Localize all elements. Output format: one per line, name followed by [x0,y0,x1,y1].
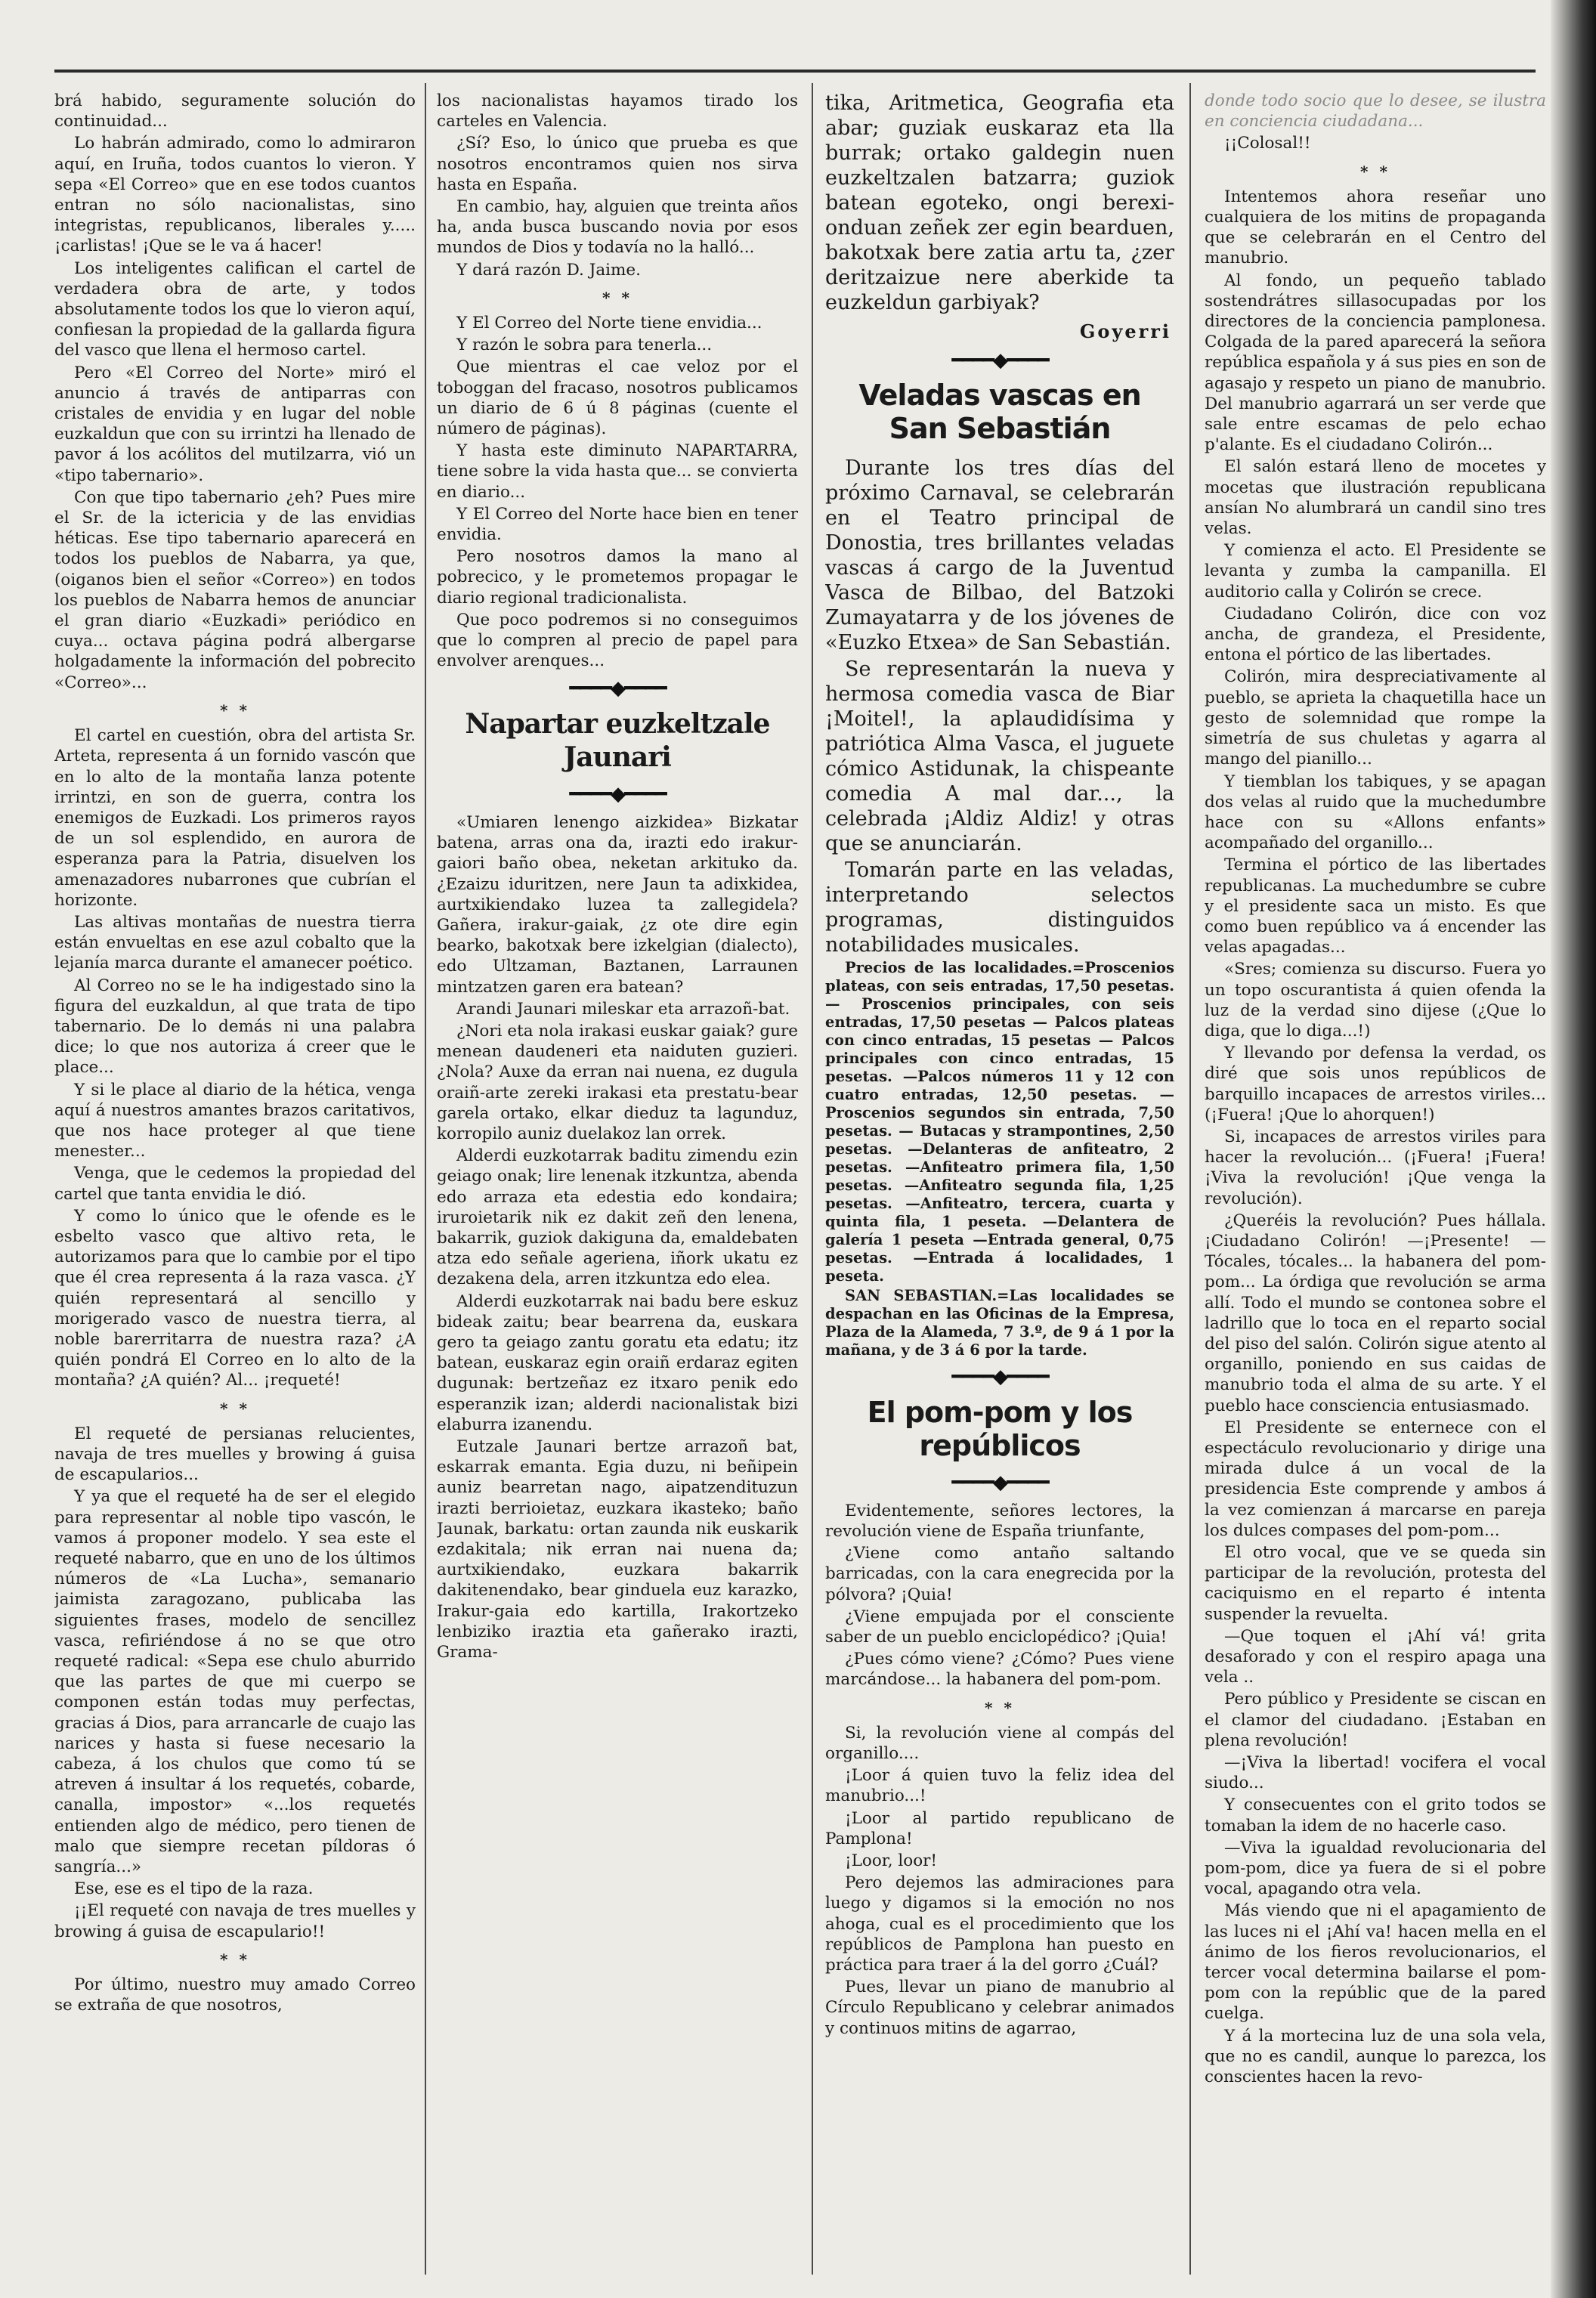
paragraph: El requeté de persianas relucientes, navaja de tres muelles y browing á guisa de escapularios... [54,1424,416,1485]
paragraph: Con que tipo tabernario ¿eh? Pues mire el Sr. de la ictericia y de las envidias héticas. Ese tipo tabernario aparecerá en todos los pueblos de Nabarra, ya que, (oiganos bien el señor «Correo») en todos los pueblos de Nabarra hemos de anunciar el gran diario «Euzkadi» periódico en cuya... octava página podrá albergarse holgadamente la información del pobrecito «Correo»... [54,487,416,692]
paragraph: Y llevando por defensa la verdad, os diré que sois unos repúblicos de barquillo incapaces de arrestos viriles... (¡Fuera! ¡Que lo ahorquen!) [1205,1044,1546,1124]
paragraph: tika, Aritmetica, Geografia eta abar; guziak euskaraz eta lla burrak; ortako galdegin nuen euzkeltzalen batzarra; guziok batean egoteko, ongi berexi-onduan zeñek zer egin bearduen, bakotxak bere zatia artu ta, ¿zer deritzaizue nere aberkide ta euzkeldun garbiyak? [825,91,1174,314]
paragraph: Termina el pórtico de las libertades republicanas. La muchedumbre se cubre y el presidente saca un misto. Es que como buen repúblico va á encender las velas apagadas... [1205,855,1546,957]
paragraph: Ese, ese es el tipo de la raza. [74,1879,314,1899]
paragraph: ¿Sí? Eso, lo único que prueba es que nosotros encontramos quien nos sirva hasta en España. [437,134,798,194]
section-separator: * * [985,1698,1015,1717]
paragraph: El salón estará lleno de mocetes y mocetas que ilustración republicana ansían No alumbrará un candil sino tres velas. [1205,457,1546,539]
paragraph: Ciudadano Colirón, dice con voz ancha, de grandeza, el Presidente, entona el pórtico de las libertades. [1205,604,1546,665]
paragraph: En cambio, hay, alguien que treinta años ha, anda busca buscando novia por esos mundos de Dios y todavía no la halló... [437,197,798,258]
paragraph: Al Correo no se le ha indigestado sino la figura del euzkaldun, al que trata de tipo tabernario. De lo demás ni una palabra dice; lo que nos autoriza á creer que le place... [54,976,416,1078]
article-signature: Goyerri [1079,320,1171,342]
paragraph: los nacionalistas hayamos tirado los carteles en Valencia. [437,91,798,131]
paragraph: Si, la revolución viene al compás del organillo.... [825,1723,1174,1764]
paragraph: «Sres; comienza su discurso. Fuera yo un topo oscurantista á quien ofenda la luz de la verdad sino dijese (¿Que lo diga, que lo diga...!) [1205,960,1546,1041]
paragraph: Y El Correo del Norte hace bien en tener envidia. [437,504,798,545]
paragraph: brá habido, seguramente solución do continuidad... [54,91,416,131]
paragraph: ¡Loor al partido republicano de Pamplona! [825,1808,1174,1848]
paragraph: Eutzale Jaunari bertze arrazoñ bat, eskarrak emanta. Egia duzu, ni beñipein auniz bearretan nago, aipatzendituzun irazti berrioietaz, euzkara ikasteko; baño Jaunak, barkatu: ortan zaunda nik euskarik ezdakitala; nik erran nai nuena da; aurtxikiendako, euzkara bakarrik dakitenendako, bear ginduela euz karazko, Irakur-gaia edo kartilla, Irakortzeko lenbiziko iraztia eta gañerako irazti, Grama- [437,1437,798,1662]
paragraph: Colirón, mira despreciativamente al pueblo, se aprieta la chaquetilla hace un gesto de solemnidad que rompe la simetría de sus chuletas y agarra al mango del pianillo... [1205,667,1546,769]
paragraph: ¡Loor, loor! [845,1851,938,1871]
paragraph: Que mientras el cae veloz por el toboggan del fracaso, nosotros publicamos un diario de 6 ú 8 páginas (cuente el número de páginas). [437,357,798,439]
paragraph: Los inteligentes califican el cartel de verdadera obra de arte, y todos absolutamente todos los que lo vieron aquí, confiesan la propiedad de la gallarda figura del vasco que llena el hermoso cartel. [54,258,416,360]
paragraph: Y ya que el requeté ha de ser el elegido para representar al noble tipo vascón, le vamos á proponer modelo. Y sea este el requeté nabarro, que en uno de los últimos números de «La Lucha», semanario jaimista zaragozano, publicaba las siguientes frases, modelo de sencillez vasca, refiriéndose á no se que otro requeté radical: «Sepa ese chulo aburrido que las partes de que mi cuerpo se componen están todas muy perfectas, gracias á Dios, para arrancarle de cuajo las narices y hasta si fuese necesario la cabeza, á los chulos que como tú se atreven á insultar á los requetés, cobarde, canalla, impostor» «...los requetés entienden algo de médico, pero tienen de malo que siempre recetan píldoras ó sangría...» [54,1487,416,1877]
paragraph: ¡Loor á quien tuvo la feliz idea del manubrio...! [825,1766,1174,1806]
paragraph: Precios de las localidades.=Proscenios plateas, con seis entradas, 17,50 pesetas. — Proscenios principales, con seis entradas, 17,50 pesetas — Palcos plateas con cinco entradas, 15 pesetas — Palcos principales con cinco entradas, 15 pesetas. —Palcos números 11 y 12 con cuatro entradas, 12,50 pesetas. —Proscenios segundos sin entrada, 7,50 pesetas. — Butacas y strampontines, 2,50 pesetas. —Delanteras de anfiteatro, 2 pesetas. —Anfiteatro primera fila, 1,50 pesetas. —Anfiteatro segunda fila, 1,25 pesetas. —Anfiteatro, tercera, cuarta y quinta fila, 1 peseta. —Delantera de galería 1 peseta —Entrada general, 0,75 pesetas. —Entrada á localidades, 1 peseta. [825,959,1174,1285]
top-rule [54,70,1536,73]
paragraph: Alderdi euzkotarrak nai badu bere eskuz bideak zaitu; bear bearrena da, euskara gero ta geiago zantu goratu eta edatu; itz batean, euskaraz egin oraiñ erdaraz egiten dugunak: bertzeñaz ez itxaro penik edo esperanzik izan; alderdi nacionalistak bizi elaburra izanendu. [437,1291,798,1434]
paragraph: ¡¡Colosal!! [1224,134,1311,153]
ornament-divider: ━━━━◆━━━━ [569,677,666,701]
article-headline: Napartar euzkeltzale Jaunari [465,707,770,773]
ornament-divider: ━━━━◆━━━━ [951,349,1048,373]
paragraph: Pero nosotros damos la mano al pobrecico, y le prometemos propagar le diario regional tradicionalista. [437,547,798,608]
paragraph: Pues, llevar un piano de manubrio al Círculo Republicano y celebrar animados y continuos mitins de agarrao, [825,1978,1174,2038]
section-separator: * * [220,1399,250,1418]
paragraph: Más viendo que ni el apagamiento de las luces ni el ¡Ahí va! hacen mella en el ánimo de los fieros revolucionarios, el tercer vocal determina bailarse el pom-pom con la repúblic que de la pared cuelga. [1205,1901,1546,2024]
paragraph: ¿Viene como antaño saltando barricadas, con la cara enegrecida por la pólvora? ¡Quia! [825,1544,1174,1604]
paragraph: Arandi Jaunari mileskar eta arrazoñ-bat. [456,999,790,1019]
column-rule [1189,83,1191,2275]
paragraph: Tomarán parte en las veladas, interpretando selectos programas, distinguidos notabilidades musicales. [825,858,1174,957]
paragraph: El Presidente se enternece con el espectáculo revolucionario y dirige una mirada dulce á un vocal de la presidencia Este comprende y ambos á la vez comienzan á marcarse en pareja los dulces compases del pom-pom... [1205,1418,1546,1540]
ornament-divider: ━━━━◆━━━━ [951,1471,1048,1494]
paragraph: Y dará razón D. Jaime. [456,260,641,280]
ornament-divider: ━━━━◆━━━━ [569,782,666,806]
paragraph: SAN SEBASTIAN.=Las localidades se despachan en las Oficinas de la Empresa, Plaza de la Alameda, 7 3.º, de 9 á 1 por la mañana, y de 3 á 6 por la tarde. [825,1287,1174,1359]
paragraph: Venga, que le cedemos la propiedad del cartel que tanta envidia le dió. [54,1164,416,1204]
paragraph: Evidentemente, señores lectores, la revolución viene de España triunfante, [825,1501,1174,1542]
paragraph: Intentemos ahora reseñar uno cualquiera de los mitins de propaganda que se celebrarán en el Centro del manubrio. [1205,187,1546,268]
column-3 [825,91,1174,2275]
page-edge-shadow [1551,0,1596,2298]
paragraph: Si, incapaces de arrestos viriles para hacer la revolución... (¡Fuera! ¡Fuera! ¡Viva la revolución! ¡Que venga la revolución). [1205,1127,1546,1208]
paragraph: Alderdi euzkotarrak baditu zimendu ezin geiago onak; lire lenenak itzkuntza, abenda edo arraza eta edestia edo kondaira; iruroietarik nik ez dakit zeñ den lenena, bakarrik, guziok dakiguna da, emaldebaten atza edo señale ageriena, iñork ukatu ez dezakena dela, arren itzkuntza edo elea. [437,1146,798,1289]
paragraph: Y á la mortecina luz de una sola vela, que no es candil, aunque lo parezca, los conscientes hacen la revo- [1205,2026,1546,2087]
section-separator: * * [220,1950,250,1969]
column-rule [812,83,813,2275]
paragraph: Durante los tres días del próximo Carnaval, se celebrarán en el Teatro principal de Donostia, tres brillantes veladas vascas á cargo de la Juventud Vasca de Bilbao, del Batzoki Zumayatarra y de los jóvenes de «Euzko Etxea» de San Sebastián. [825,456,1174,655]
paragraph: Pero «El Correo del Norte» miró el anuncio á través de antiparras con cristales de envidia y en lugar del noble euzkaldun que con su irrintzi ha llenado de pavor á los acólitos del mutilzarra, vió un «tipo tabernario». [54,363,416,485]
article-headline: El pom-pom y los repúblicos [867,1395,1133,1462]
paragraph: Y El Correo del Norte tiene envidia... [456,314,762,333]
paragraph: Y comienza el acto. El Presidente se levanta y zumba la campanilla. El auditorio calla y Colirón se crece. [1205,541,1546,602]
paragraph: Y razón le sobra para tenerla... [456,336,713,355]
paragraph: ¿Nori eta nola irakasi euskar gaiak? gure menean daudeneri eta naiduten guzieri. ¿Nola? Auxe da erran nai nuena, ez dugula oraiñ-arte zereki irakasi eta prestatu-bear garela ortako, elkar dieduz ta lagunduz, korropilo auniz duelakoz lan orrek. [437,1021,798,1143]
paragraph: Y hasta este diminuto NAPARTARRA, tiene sobre la vida hasta que... se convierta en diario... [437,441,798,502]
paragraph: Pero público y Presidente se ciscan en el clamor del ciudadano. ¡Estaban en plena revolución! [1205,1690,1546,1750]
paragraph: Lo habrán admirado, como lo admiraron aquí, en Iruña, todos cuantos lo vieron. Y sepa «El Correo» que en ese todos cuantos entran no sólo nacionalistas, sino integristas, republicanos, liberales y..... ¡carlistas! ¡Que se le va á hacer! [54,134,416,256]
paragraph: —¡Viva la libertad! vocifera el vocal siudo... [1205,1753,1546,1793]
paragraph: donde todo socio que lo desee, se ilustra en conciencia ciudadana... [1205,91,1546,131]
section-separator: * * [1360,162,1390,181]
column-1 [54,91,416,2275]
paragraph: —Que toquen el ¡Ahí vá! grita desaforado y con el respiro apaga una vela .. [1205,1626,1546,1687]
paragraph: ¡¡El requeté con navaja de tres muelles y browing á guisa de escapulario!! [54,1901,416,1941]
column-2 [437,91,798,2275]
paragraph: Que poco podremos si no conseguimos que lo compren al precio de papel para envolver arenques... [437,610,798,671]
paragraph: Y tiemblan los tabiques, y se apagan dos velas al ruido que la muchedumbre hace con su «Allons enfants» acompañado del organillo... [1205,772,1546,853]
section-separator: * * [602,288,633,307]
paragraph: Y como lo único que le ofende es le esbelto vasco que altivo reta, le autorizamos para que lo cambie por el tipo que él crea representa á la raza vasca. ¿Y quién representará al sencillo y morigerado vasco de nuestra tierra, al noble barerritarra de nuestra raza? ¿A quién pondrá El Correo en lo alto de la montaña? ¿A quién? Al... ¡requeté! [54,1206,416,1390]
paragraph: «Umiaren lenengo aizkidea» Bizkatar batena, arras ona da, irazti edo irakur-gaiori baño obea, neketan arkituko da. ¿Ezaizu iduritzen, nere Jaun ta adixkidea, aurtxikiendako luzea ta zallegidela? Gañera, irakur-gaiak, ¿z ote dire egin bearko, bakotxak bere izkelgian (dialecto), edo Ultzaman, Baztanen, Larraunen mintzatzen garen era batean? [437,812,798,997]
paragraph: ¿Pues cómo viene? ¿Cómo? Pues viene marcándose... la habanera del pom-pom. [825,1650,1174,1690]
column-rule [425,83,426,2275]
column-4 [1205,91,1546,2275]
paragraph: Pero dejemos las admiraciones para luego y digamos si la emoción no nos ahoga, cual es el procedimiento que los repúblicos de Pamplona han puesto en práctica para traer á la del gorro ¿Cuál? [825,1873,1174,1975]
paragraph: ¿Viene empujada por el consciente saber de un pueblo enciclopédico? ¡Quia! [825,1607,1174,1647]
paragraph: El cartel en cuestión, obra del artista Sr. Arteta, representa á un fornido vascón que en lo alto de la montaña lanza potente irrintzi, en son de guerra, contra los enemigos de Euzkadi. Los primeros rayos de un sol esplendido, en aurora de esperanza para la Patria, disuelven los amenazadores nubarrones que cubrían el horizonte. [54,726,416,910]
article-headline: Veladas vascas en San Sebastián [858,379,1141,446]
paragraph: Y si le place al diario de la hética, venga aquí á nuestros amantes brazos caritativos, que nos hace proteger al que tiene menester... [54,1080,416,1161]
paragraph: Al fondo, un pequeño tablado sostendrátres sillasocupadas por los directores de la conciencia pamplonesa. Colgada de la pared aparecerá la señora república española y á sus pies en son de agasajo y respeto un piano de manubrio. Del manubrio agarrará un ser verde que sale entre escamas de pelo echao p'alante. Es el ciudadano Colirón... [1205,271,1546,455]
paragraph: ¿Queréis la revolución? Pues hállala. ¡Ciudadano Colirón! —¡Presente! —Tócales, tócales... la habanera del pom-pom... La órdiga que revolución se arma allí. Todo el mundo se contonea sobre el ladrillo que lo toca en el reparto social del piso del salón. Colirón sigue atento al organillo, poniendo en sus caidas de manubrio toda el alma de su arte. Y el pueblo hace consciencia entusiasmado. [1205,1211,1546,1415]
paragraph: Por último, nuestro muy amado Correo se extraña de que nosotros, [54,1975,416,2015]
paragraph: Y consecuentes con el grito todos se tomaban la idem de no hacerle caso. [1205,1795,1546,1836]
paragraph: Se representarán la nueva y hermosa comedia vasca de Biar ¡Moitel!, la aplaudidísima y patriótica Alma Vasca, el juguete cómico Astidunak, la chispeante comedia A mal dar..., la celebrada ¡Aldiz Aldiz! y otras que se anunciarán. [825,657,1174,856]
paragraph: —Viva la igualdad revolucionaria del pom-pom, dice ya fuera de si el pobre vocal, apagando otra vela. [1205,1838,1546,1899]
section-separator: * * [220,701,250,719]
paragraph: Las altivas montañas de nuestra tierra están envueltas en ese azul cobalto que la lejanía marca durante el amanecer poético. [54,912,416,973]
ornament-divider: ━━━━◆━━━━ [951,1366,1048,1389]
paragraph: El otro vocal, que ve se queda sin participar de la revolución, protesta del caciquismo en el reparto é intenta suspender la revuelta. [1205,1543,1546,1624]
